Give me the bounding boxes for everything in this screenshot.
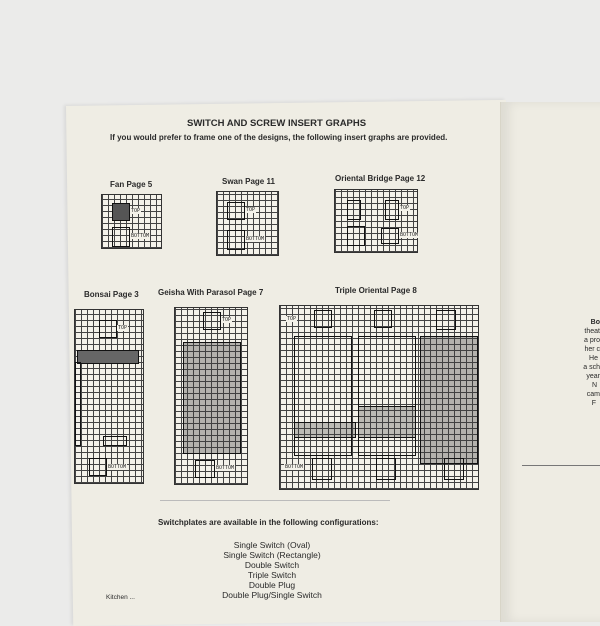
pattern-block <box>347 226 365 246</box>
pattern-block <box>99 320 117 338</box>
graph-geisha <box>174 307 248 485</box>
switchplates-heading: Switchplates are available in the following configurations: <box>158 518 379 527</box>
bottom-tag: BOTTOM <box>285 464 304 470</box>
pattern-block <box>374 310 392 328</box>
right-page-line: her c <box>584 346 600 353</box>
page-subtitle: If you would prefer to frame one of the designs, the following insert graphs are provided. <box>110 133 448 142</box>
pattern-block <box>385 200 399 220</box>
pattern-block <box>227 230 245 250</box>
pattern-block <box>294 336 352 456</box>
graph-label-fan: Fan Page 5 <box>110 180 153 189</box>
config-item: Double Switch <box>244 560 300 570</box>
graph-label-triple-oriental: Triple Oriental Page 8 <box>335 286 417 295</box>
graph-label-oriental-bridge: Oriental Bridge Page 12 <box>335 174 426 183</box>
pattern-block <box>77 350 139 364</box>
pattern-block <box>294 422 356 438</box>
pattern-block <box>376 458 396 480</box>
bottom-tag: BOTTOM <box>216 465 235 471</box>
pattern-block <box>314 310 332 328</box>
right-page-line: Bo <box>590 319 600 326</box>
right-page-line: cam <box>586 391 600 398</box>
right-page-line: year <box>586 373 600 380</box>
pattern-block <box>358 336 416 456</box>
partial-text: Kitchen ... <box>106 594 135 601</box>
graph-swan <box>216 191 279 256</box>
config-item: Triple Switch <box>247 570 297 580</box>
right-page-line: N <box>591 382 597 389</box>
right-page-line: F <box>591 400 596 407</box>
right-page-line: theat <box>584 328 600 335</box>
top-tag: TOP <box>131 208 141 214</box>
pattern-block <box>381 228 399 244</box>
bottom-tag: BOTTOM <box>131 233 150 239</box>
pattern-block <box>183 342 241 454</box>
config-item: Double Plug/Single Switch <box>222 590 322 600</box>
top-tag: TOP <box>400 205 410 211</box>
pattern-block <box>227 202 245 220</box>
bottom-tag: BOTTOM <box>108 464 127 470</box>
pattern-block <box>89 458 107 476</box>
graph-fan <box>101 194 162 249</box>
right-page-rule <box>522 465 600 466</box>
right-page-line: a pro <box>584 337 600 344</box>
pattern-block <box>358 406 416 438</box>
graph-triple-oriental <box>279 305 479 490</box>
bottom-tag: BOTTOM <box>400 232 419 238</box>
config-item: Single Switch (Rectangle) <box>223 550 321 560</box>
pattern-block <box>103 436 127 446</box>
pattern-block <box>312 458 332 480</box>
pattern-block <box>195 460 215 478</box>
right-page-line: a sch <box>583 364 600 371</box>
divider <box>160 500 390 501</box>
right-page-line: He <box>589 355 598 362</box>
pattern-block <box>420 336 478 464</box>
pattern-block <box>436 310 456 330</box>
graph-oriental-bridge <box>334 189 418 253</box>
pattern-block <box>75 362 81 446</box>
graph-label-geisha: Geisha With Parasol Page 7 <box>158 288 264 297</box>
pattern-block <box>112 203 130 221</box>
graph-label-bonsai: Bonsai Page 3 <box>84 290 139 299</box>
page-title: SWITCH AND SCREW INSERT GRAPHS <box>187 118 367 129</box>
config-item: Double Plug <box>248 580 296 590</box>
pattern-block <box>444 458 464 480</box>
graph-bonsai <box>74 309 144 484</box>
pattern-block <box>203 312 221 330</box>
top-tag: TOP <box>222 317 232 323</box>
config-item: Single Switch (Oval) <box>233 540 311 550</box>
top-tag: TOP <box>118 325 128 331</box>
right-page <box>500 102 600 622</box>
top-tag: TOP <box>246 207 256 213</box>
pattern-block <box>347 200 361 220</box>
pattern-block <box>112 227 130 247</box>
top-tag: TOP <box>287 316 297 322</box>
graph-label-swan: Swan Page 11 <box>222 177 275 186</box>
bottom-tag: BOTTOM <box>246 236 265 242</box>
